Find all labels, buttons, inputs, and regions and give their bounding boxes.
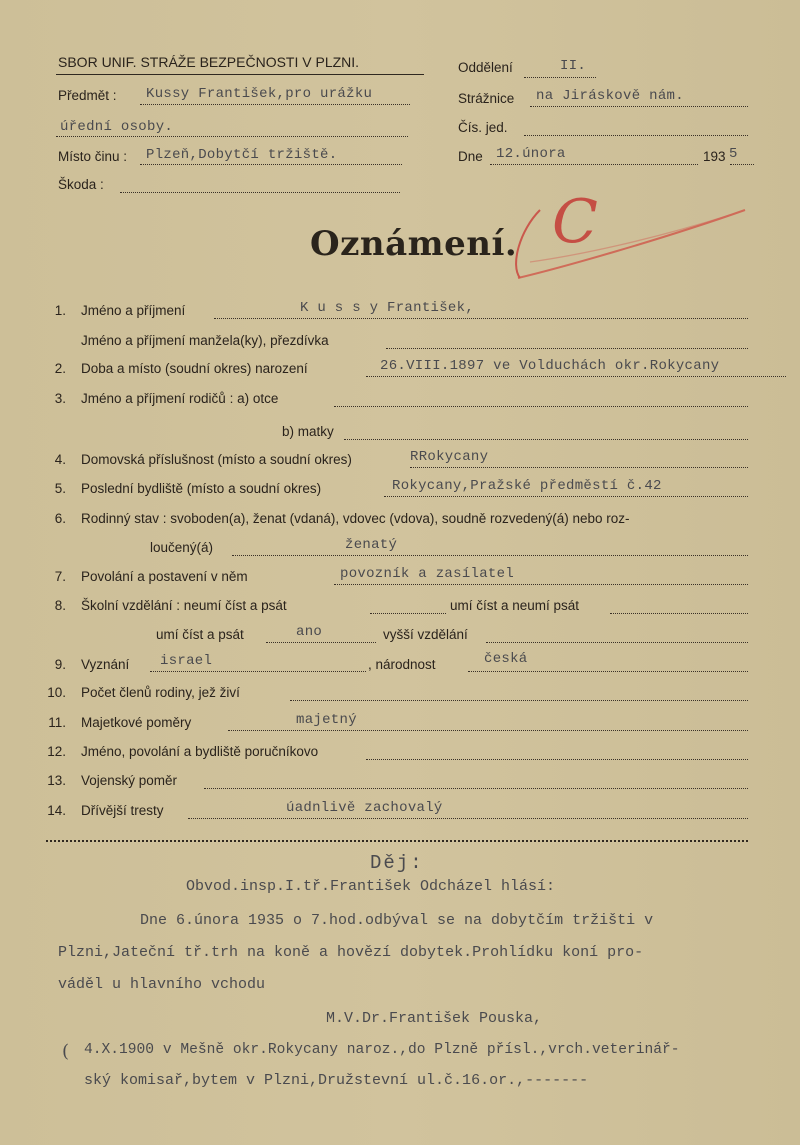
item-6-value: ženatý bbox=[345, 537, 398, 553]
predmet-dotline-2 bbox=[56, 136, 408, 137]
item-8b-label: umí číst a psát bbox=[156, 627, 244, 642]
narrative-line-6: 4.X.1900 v Mešně okr.Rokycany naroz.,do Plzně přísl.,vrch.veterinář- bbox=[84, 1042, 680, 1058]
item-14-dotline bbox=[188, 818, 748, 819]
predmet-value-2: úřední osoby. bbox=[60, 119, 174, 135]
item-3b-label: b) matky bbox=[282, 424, 334, 439]
item-4-number: 4. bbox=[54, 452, 66, 467]
item-11-label: Majetkové poměry bbox=[81, 715, 192, 730]
oddeleni-value: II. bbox=[560, 58, 587, 74]
misto-value: Plzeň,Dobytčí tržiště. bbox=[146, 147, 338, 163]
page-title: Oznámení. bbox=[310, 224, 518, 264]
straznice-label: Strážnice bbox=[458, 91, 515, 106]
item-3-dotline bbox=[334, 406, 748, 407]
item-9-dotline-2 bbox=[468, 671, 748, 672]
item-3b-dotline bbox=[344, 439, 748, 440]
item-8-label-2: umí číst a neumí psát bbox=[450, 598, 580, 613]
item-9-value-2: česká bbox=[484, 651, 528, 667]
item-1-label: Jméno a příjmení bbox=[81, 303, 186, 318]
misto-dotline bbox=[140, 164, 402, 165]
item-7-dotline bbox=[334, 584, 748, 585]
item-3-label: Jméno a příjmení rodičů : a) otce bbox=[81, 391, 279, 406]
item-1-dotline bbox=[214, 318, 748, 319]
oddeleni-label: Oddělení bbox=[458, 60, 513, 75]
item-5-label: Poslední bydliště (místo a soudní okres) bbox=[81, 481, 322, 496]
item-5-dotline bbox=[384, 496, 748, 497]
item-6-dotline bbox=[232, 555, 748, 556]
dne-value: 12.února bbox=[496, 146, 566, 162]
dne-label: Dne bbox=[458, 149, 483, 164]
item-8-label: Školní vzdělání : neumí číst a psát bbox=[81, 598, 287, 613]
item-12-dotline bbox=[366, 759, 748, 760]
narrative-heading: Děj: bbox=[370, 852, 424, 874]
item-8b-dotline-2 bbox=[486, 642, 748, 643]
item-2-label: Doba a místo (soudní okres) narození bbox=[81, 361, 308, 376]
item-13-number: 13. bbox=[47, 773, 66, 788]
dne-dotline bbox=[490, 164, 698, 165]
year-dotline bbox=[730, 164, 754, 165]
item-8-dotline-1 bbox=[370, 613, 446, 614]
item-1-number: 1. bbox=[54, 303, 66, 318]
item-8b-value: ano bbox=[296, 624, 323, 640]
item-12-number: 12. bbox=[47, 744, 66, 759]
section-separator bbox=[46, 840, 748, 842]
item-9-label: Vyznání bbox=[81, 657, 130, 672]
narrative-margin-mark: ( bbox=[62, 1041, 70, 1062]
skoda-label: Škoda : bbox=[58, 177, 104, 192]
item-13-label: Vojenský poměr bbox=[81, 773, 178, 788]
office-name: SBOR UNIF. STRÁŽE BEZPEČNOSTI V PLZNI. bbox=[58, 54, 360, 70]
item-8b-dotline-1 bbox=[266, 642, 376, 643]
cis-jed-label: Čís. jed. bbox=[458, 120, 508, 135]
item-5-value: Rokycany,Pražské předměstí č.42 bbox=[392, 478, 662, 494]
stamp-letter: C bbox=[552, 187, 598, 257]
item-6-number: 6. bbox=[54, 511, 66, 526]
item-8b-label-2: vyšší vzdělání bbox=[383, 627, 468, 642]
item-11-value: majetný bbox=[296, 712, 357, 728]
item-1b-label: Jméno a příjmení manžela(ky), přezdívka bbox=[81, 333, 329, 348]
predmet-dotline-1 bbox=[140, 104, 410, 105]
item-13-dotline bbox=[204, 788, 748, 789]
narrative-line-7: ský komisař,bytem v Plzni,Družstevní ul.č.16.or.,------- bbox=[84, 1072, 589, 1089]
item-14-number: 14. bbox=[47, 803, 66, 818]
item-14-label: Dřívější tresty bbox=[81, 803, 164, 818]
item-6-label: Rodinný stav : svoboden(a), ženat (vdaná), vdovec (vdova), soudně rozvedený(á) nebo roz- bbox=[81, 511, 630, 526]
narrative-line-1: Obvod.insp.I.tř.František Odcházel hlásí: bbox=[186, 878, 556, 895]
item-4-label: Domovská příslušnost (místo a soudní okres) bbox=[81, 452, 352, 467]
item-2-number: 2. bbox=[54, 361, 66, 376]
item-7-value: povozník a zasílatel bbox=[340, 566, 515, 582]
item-10-number: 10. bbox=[47, 685, 66, 700]
item-2-value: 26.VIII.1897 ve Volduchách okr.Rokycany bbox=[380, 358, 720, 374]
item-9-number: 9. bbox=[54, 657, 66, 672]
item-14-value: úadnlivě zachovalý bbox=[286, 800, 443, 816]
narrative-line-2: Dne 6.února 1935 o 7.hod.odbýval se na dobytčím tržišti v bbox=[140, 912, 654, 929]
item-10-dotline bbox=[290, 700, 748, 701]
item-9-dotline-1 bbox=[150, 671, 366, 672]
item-7-number: 7. bbox=[54, 569, 66, 584]
oddeleni-dotline bbox=[524, 77, 596, 78]
red-pencil-mark bbox=[500, 170, 760, 290]
straznice-dotline bbox=[530, 106, 748, 107]
item-8-dotline-2 bbox=[610, 613, 748, 614]
item-12-label: Jméno, povolání a bydliště poručníkovo bbox=[81, 744, 319, 759]
item-4-dotline bbox=[410, 467, 748, 468]
predmet-value-1: Kussy František,pro urážku bbox=[146, 86, 373, 102]
year-suffix: 5 bbox=[729, 146, 738, 162]
misto-label: Místo činu : bbox=[58, 149, 128, 164]
item-7-label: Povolání a postavení v něm bbox=[81, 569, 248, 584]
item-2-dotline bbox=[366, 376, 786, 377]
narrative-line-4: váděl u hlavního vchodu bbox=[58, 976, 266, 993]
item-8-number: 8. bbox=[54, 598, 66, 613]
narrative-line-3: Plzni,Jateční tř.trh na koně a hovězí dobytek.Prohlídku koní pro- bbox=[58, 944, 644, 961]
item-5-number: 5. bbox=[54, 481, 66, 496]
item-3-number: 3. bbox=[54, 391, 66, 406]
item-9-label-2: , národnost bbox=[368, 657, 436, 672]
item-1b-dotline bbox=[386, 348, 748, 349]
item-11-dotline bbox=[228, 730, 748, 731]
year-prefix: 193 bbox=[703, 149, 726, 164]
predmet-label: Předmět : bbox=[58, 88, 117, 103]
office-underline bbox=[56, 74, 424, 75]
item-9-value: israel bbox=[160, 653, 213, 669]
skoda-dotline bbox=[120, 192, 400, 193]
item-11-number: 11. bbox=[48, 715, 66, 730]
item-6b-label: loučený(á) bbox=[150, 540, 214, 555]
item-4-value: RRokycany bbox=[410, 449, 489, 465]
straznice-value: na Jiráskově nám. bbox=[536, 88, 684, 104]
item-1-value: K u s s y František, bbox=[300, 300, 475, 316]
narrative-line-5: M.V.Dr.František Pouska, bbox=[326, 1010, 543, 1027]
cis-jed-dotline bbox=[524, 135, 748, 136]
item-10-label: Počet členů rodiny, jež živí bbox=[81, 685, 240, 700]
